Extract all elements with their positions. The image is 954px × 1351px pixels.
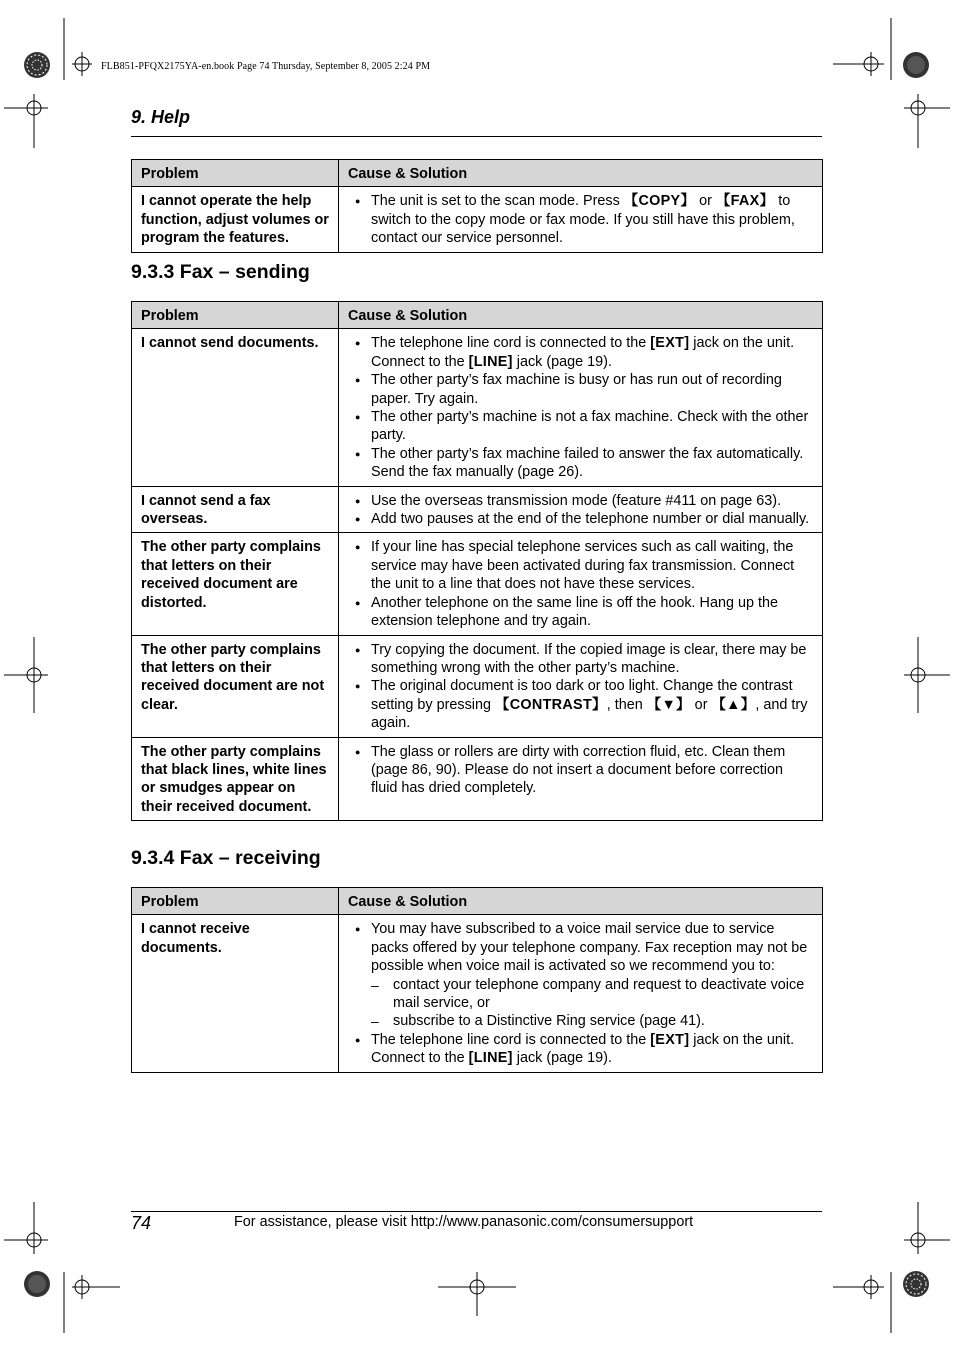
solution-item — [348, 334, 813, 371]
bullet-marker: ● — [355, 448, 361, 459]
solution-cell — [339, 329, 823, 486]
solution-cell — [339, 737, 823, 821]
column-header-problem: Problem — [132, 160, 339, 187]
solution-item — [348, 538, 813, 593]
footer-assistance-text: For assistance, please visit http://www.panasonic.com/consumersupport — [234, 1214, 694, 1230]
solution-item — [348, 408, 813, 445]
bullet-marker: ● — [355, 644, 361, 655]
solution-item — [348, 1031, 813, 1068]
solution-text: Use the overseas transmission mode (feature #411 on page 63). — [371, 492, 782, 509]
solution-sub-item — [348, 976, 813, 1013]
table-row — [132, 486, 823, 533]
bullet-marker: ● — [355, 1034, 361, 1045]
solution-text: Add two pauses at the end of the telephone number or dial manually. — [371, 511, 810, 528]
problem-cell: I cannot receive documents. — [132, 915, 339, 1072]
solution-text: The other party’s machine is not a fax machine. Check with the other party. — [371, 409, 809, 444]
problem-cell: The other party complains that letters on their received document are distorted. — [132, 533, 339, 635]
solution-item — [348, 371, 813, 408]
column-header-cause-solution: Cause & Solution — [339, 160, 823, 187]
table-row — [132, 329, 823, 486]
solution-text: Another telephone on the same line is off the hook. Hang up the extension telephone and try again. — [371, 594, 778, 630]
solution-text: The telephone line cord is connected to the [EXT] jack on the unit. Connect to the [LINE] jack (page 19). — [371, 1031, 795, 1067]
solution-item — [348, 641, 813, 678]
bullet-marker: ● — [355, 681, 361, 692]
table-row — [132, 635, 823, 737]
solution-text: The glass or rollers are dirty with correction fluid, etc. Clean them (page 86, 90). Please do not insert a document before correction fluid has dried completely. — [371, 743, 786, 797]
bullet-marker: ● — [355, 375, 361, 386]
table-row — [132, 187, 823, 252]
solution-cell — [339, 635, 823, 737]
solution-sub-item — [348, 1012, 813, 1030]
solution-text: You may have subscribed to a voice mail service due to service packs offered by your telephone company. Fax reception may not be possible when voice mail is activated so we recommend you to: — [371, 921, 808, 975]
solution-text: The other party’s fax machine is busy or has run out of recording paper. Try again. — [371, 372, 782, 407]
solution-text: Try copying the document. If the copied image is clear, there may be something wrong with the other party’s machine. — [371, 641, 807, 676]
problem-cell: The other party complains that letters on their received document are not clear. — [132, 635, 339, 737]
dash-marker: – — [371, 1013, 379, 1030]
column-header-problem: Problem — [132, 888, 339, 915]
solution-text: The original document is too dark or too light. Change the contrast setting by pressing 【CONTRAST】, then 【▼】 or 【▲】, and try again. — [371, 678, 808, 732]
bullet-marker: ● — [355, 338, 361, 349]
solution-item — [348, 677, 813, 732]
solution-text: The unit is set to the scan mode. Press 【COPY】 or 【FAX】 to switch to the copy mode or fax mode. If you still have this problem, contact our service personnel. — [371, 193, 795, 247]
bullet-marker: ● — [355, 746, 361, 757]
bullet-marker: ● — [355, 514, 361, 525]
solution-text: The telephone line cord is connected to the [EXT] jack on the unit. Connect to the [LINE] jack (page 19). — [371, 335, 795, 370]
subsection-title-fax-receiving: 9.3.4 Fax – receiving — [131, 847, 321, 869]
solution-item — [348, 920, 813, 975]
dash-marker: – — [371, 976, 379, 993]
troubleshooting-table-general — [131, 159, 823, 253]
heading-rule — [131, 136, 822, 137]
troubleshooting-table-fax-receiving — [131, 887, 823, 1073]
bullet-marker: ● — [355, 196, 361, 207]
bullet-marker: ● — [355, 412, 361, 423]
solution-text: If your line has special telephone services such as call waiting, the service may have been activated during fax transmission. Connect the unit to a line that does not have these services. — [371, 539, 795, 593]
solution-item — [348, 492, 813, 510]
crosshair-mark — [72, 52, 92, 76]
column-header-problem: Problem — [132, 302, 339, 329]
print-header: FLB851-PFQX2175YA-en.book Page 74 Thursday, September 8, 2005 2:24 PM — [101, 61, 431, 72]
solution-cell — [339, 187, 823, 252]
column-header-cause-solution: Cause & Solution — [339, 302, 823, 329]
solution-text: The other party’s fax machine failed to answer the fax automatically. Send the fax manually (page 26). — [371, 445, 804, 481]
problem-cell: I cannot send documents. — [132, 329, 339, 486]
table-row — [132, 533, 823, 635]
solution-item — [348, 743, 813, 798]
bullet-marker: ● — [355, 495, 361, 506]
troubleshooting-table-fax-sending — [131, 301, 823, 821]
solution-item — [348, 510, 813, 528]
problem-cell: The other party complains that black lines, white lines or smudges appear on their received document. — [132, 737, 339, 821]
footer-rule — [131, 1211, 822, 1212]
solution-cell — [339, 486, 823, 533]
problem-cell: I cannot send a fax overseas. — [132, 486, 339, 533]
solution-cell — [339, 915, 823, 1072]
bullet-marker: ● — [355, 597, 361, 608]
subsection-title-fax-sending: 9.3.3 Fax – sending — [131, 261, 310, 283]
solution-item — [348, 594, 813, 631]
column-header-cause-solution: Cause & Solution — [339, 888, 823, 915]
solution-item — [348, 192, 813, 247]
table-row — [132, 915, 823, 1072]
solution-item — [348, 445, 813, 482]
table-row — [132, 737, 823, 821]
problem-cell: I cannot operate the help function, adjust volumes or program the features. — [132, 187, 339, 252]
solution-text: subscribe to a Distinctive Ring service (page 41). — [393, 1013, 705, 1030]
page-number: 74 — [131, 1213, 152, 1233]
bullet-marker: ● — [355, 542, 361, 553]
section-title: 9. Help — [131, 107, 191, 127]
bullet-marker: ● — [355, 924, 361, 935]
solution-cell — [339, 533, 823, 635]
registration-wheel — [24, 52, 50, 78]
solution-text: contact your telephone company and request to deactivate voice mail service, or — [393, 976, 805, 1012]
